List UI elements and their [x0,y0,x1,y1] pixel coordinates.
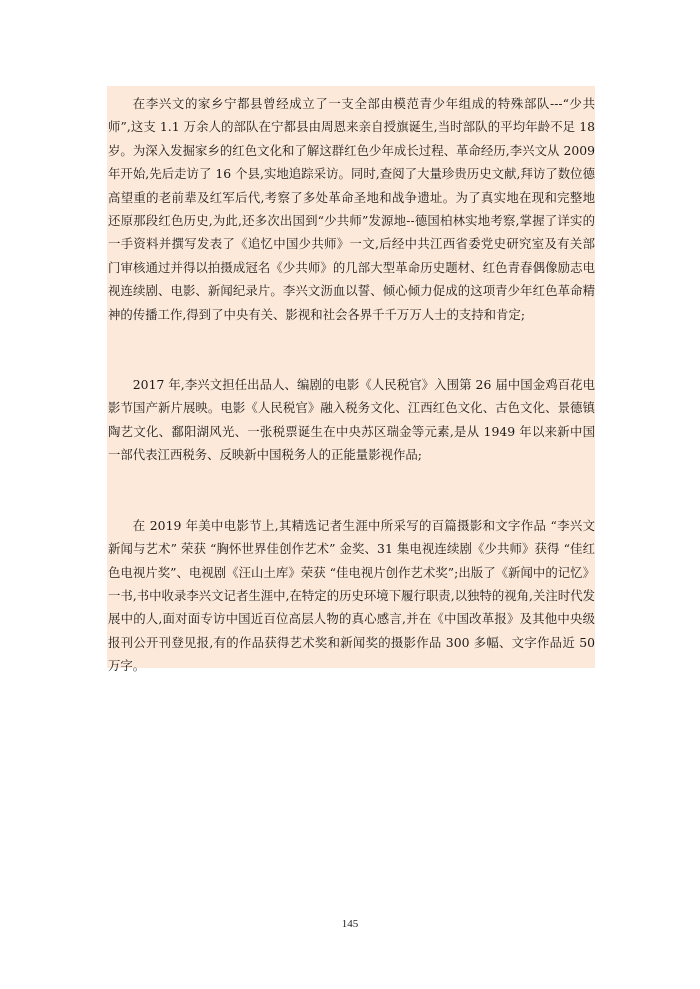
paragraph-spacer [108,467,595,514]
paragraph-film-festival: 在 2019 年美中电影节上,其精选记者生涯中所采写的百篇摄影和文字作品 “李兴文新闻与艺术” 荣获 “胸怀世界佳创作艺术” 金奖、31 集电视连续剧《少共师》获得 “佳红色电视片奖”、电视剧《汪山土库》荣获 “佳电视片创作艺术奖”;出版了《新闻中的记忆》一书,书中收录李兴文记者生涯中,在特定的历史环境下履行职责,以独特的视角,关注时代发展中的人,面对面专访中国近百位高层人物的真心感言,并在《中国改革报》及其他中央级报刊公开刊登见报,有的作品获得艺术奖和新闻奖的摄影作品 300 多幅、文字作品近 50 万字。 [108,517,595,674]
paragraph-renmin-shuiguan: 2017 年,李兴文担任出品人、编剧的电影《人民税官》入围第 26 届中国金鸡百花电影节国产新片展映。电影《人民税官》融入税务文化、江西红色文化、古色文化、景德镇陶艺文化、鄱阳湖风光、一张税票诞生在中央苏区瑞金等元素,是从 1949 年以来新中国一部代表江西税务、反映新中国税务人的正能量影视作品; [108,377,595,463]
highlighted-text-block [107,86,595,674]
paragraph-spacer [108,326,595,373]
paragraph-shaogongshi: 在李兴文的家乡宁都县曾经成立了一支全部由模范青少年组成的特殊部队---“少共师”,这支 1.1 万余人的部队在宁都县由周恩来亲自授旗诞生,当时部队的平均年龄不足 18 岁。为深入发掘家乡的红色文化和了解这群红色少年成长过程、革命经历,李兴文从 2009 年开始,先后走访了 16 个县,实地追踪采访。同时,查阅了大量珍贵历史文献,拜访了数位德高望重的老前辈及红军后代,考察了多处革命圣地和战争遗址。为了真实地在现和完整地还原那段红色历史,为此,还多次出国到“少共师”发源地--德国柏林实地考察,掌握了详实的一手资料并撰写发表了《追忆中国少共师》一文,后经中共江西省委党史研究室及有关部门审核通过并得以拍摄成冠名《少共师》的几部大型革命历史题材、红色青春偶像励志电视连续剧、电影、新闻纪录片。李兴文沥血以誓、倾心倾力促成的这项青少年红色革命精神的传播工作,得到了中央有关、影视和社会各界千千万万人士的支持和肯定; [108,96,595,322]
page-number: 145 [341,918,359,930]
